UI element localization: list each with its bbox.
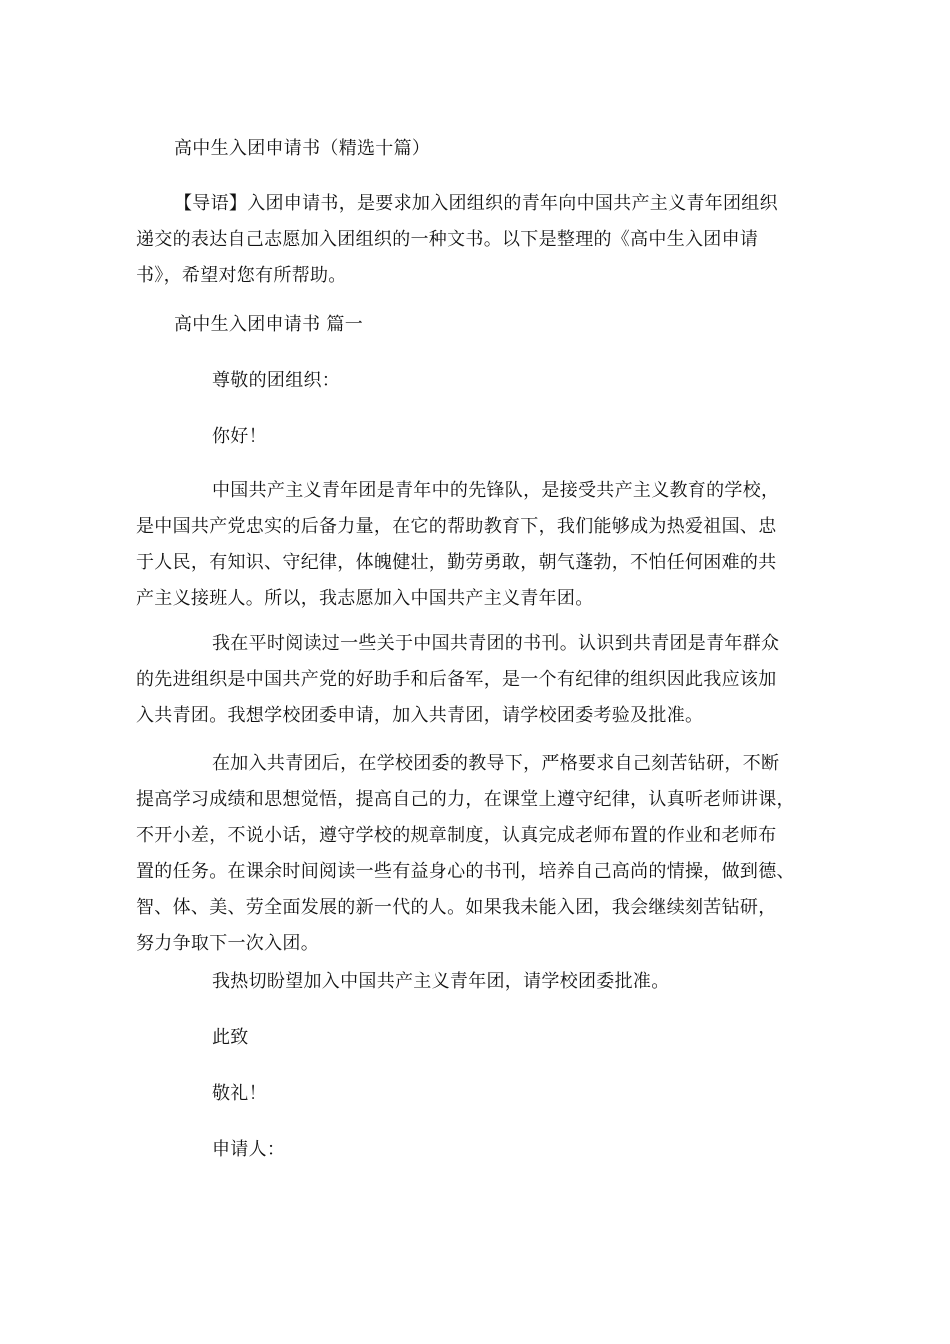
- paragraph-1: [136, 479, 826, 623]
- paragraph-3: [136, 752, 826, 968]
- paragraph-line: 置的任务。在课余时间阅读一些有益身心的书刊，培养自己高尚的情操，做到德、: [136, 861, 795, 882]
- paragraph-line: 提高学习成绩和思想觉悟，提高自己的力，在课堂上遵守纪律，认真听老师讲课，: [136, 789, 795, 810]
- paragraph-line: 在加入共青团后，在学校团委的教导下，严格要求自己刻苦钻研，不断: [212, 753, 780, 774]
- closing-line-2: 敬礼！: [212, 1083, 267, 1104]
- paragraph-line: 智、体、美、劳全面发展的新一代的人。如果我未能入团，我会继续刻苦钻研，: [136, 897, 777, 918]
- hello-line: 你好！: [212, 426, 267, 447]
- applicant-label: 申请人：: [212, 1139, 286, 1160]
- guide-line: 书》，希望对您有所帮助。: [136, 265, 347, 286]
- paragraph-4: 我热切盼望加入中国共产主义青年团，请学校团委批准。: [212, 971, 670, 992]
- paragraph-line: 中国共产主义青年团是青年中的先锋队，是接受共产主义教育的学校，: [212, 480, 780, 501]
- paragraph-line: 我在平时阅读过一些关于中国共青团的书刊。认识到共青团是青年群众: [212, 633, 780, 654]
- guide-line: 递交的表达自己志愿加入团组织的一种文书。以下是整理的《高中生入团申请: [136, 229, 759, 250]
- salutation: 尊敬的团组织：: [212, 370, 341, 391]
- document-title: 高中生入团申请书（精选十篇）: [174, 138, 431, 159]
- section-title: 高中生入团申请书 篇一: [174, 314, 364, 335]
- paragraph-line: 的先进组织是中国共产党的好助手和后备军，是一个有纪律的组织因此我应该加: [136, 669, 777, 690]
- paragraph-line: 于人民，有知识、守纪律，体魄健壮，勤劳勇敢，朝气蓬勃，不怕任何困难的共: [136, 552, 777, 573]
- paragraph-line: 不开小差，不说小话，遵守学校的规章制度，认真完成老师布置的作业和老师布: [136, 825, 777, 846]
- guide-paragraph: [136, 192, 816, 300]
- paragraph-line: 努力争取下一次入团。: [136, 933, 319, 954]
- guide-line: 【导语】入团申请书，是要求加入团组织的青年向中国共产主义青年团组织: [174, 193, 778, 214]
- paragraph-2: [136, 632, 826, 740]
- paragraph-line: 产主义接班人。所以，我志愿加入中国共产主义青年团。: [136, 588, 594, 609]
- paragraph-line: 是中国共产党忠实的后备力量，在它的帮助教育下，我们能够成为热爱祖国、忠: [136, 516, 777, 537]
- paragraph-line: 入共青团。我想学校团委申请，加入共青团，请学校团委考验及批准。: [136, 705, 704, 726]
- closing-line-1: 此致: [212, 1027, 249, 1048]
